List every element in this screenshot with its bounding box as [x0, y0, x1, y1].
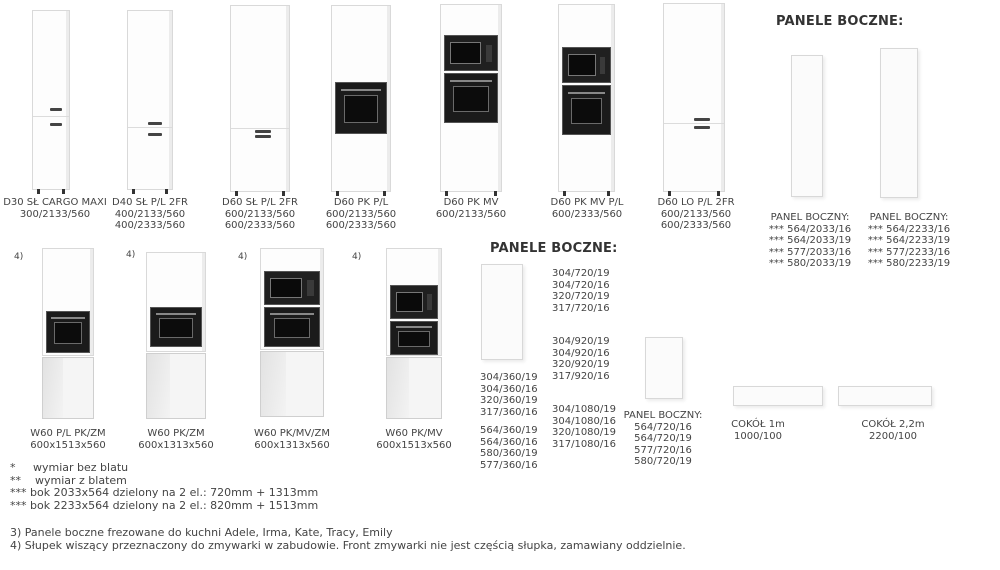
legend-line: *** bok 2233x564 dzielony na 2 el.: 820mm + 1513mm — [10, 498, 319, 512]
legend-line: ** wymiar z blatem — [10, 473, 127, 487]
footnotes — [10, 527, 686, 552]
plinth-label: COKÓŁ 2,2m 2200/100 — [861, 419, 925, 442]
dishwasher-base-image — [146, 353, 206, 419]
plinth-label: COKÓŁ 1m 1000/100 — [731, 419, 785, 442]
note-marker: 4) — [352, 252, 362, 262]
cabinet-label: D60 LO P/L 2FR 600/2133/560 600/2333/560 — [657, 197, 735, 231]
side-panel-image — [880, 48, 918, 198]
cabinet-label: D30 SŁ CARGO MAXI 300/2133/560 — [3, 197, 107, 220]
note-marker: 4) — [14, 252, 24, 262]
dishwasher-base-image — [42, 357, 94, 419]
side-panel-small-image — [645, 337, 683, 399]
cabinet-w60-pk-zm-image — [146, 252, 206, 352]
cabinet-label: D40 SŁ P/L 2FR 400/2133/560 400/2333/560 — [112, 197, 188, 231]
cabinet-label: W60 PK/MV/ZM 600x1313x560 — [253, 428, 331, 451]
plinth-1m-image — [733, 386, 823, 406]
cabinet-d60-pk-mv-pl-image — [558, 4, 615, 192]
footnote-3: 3) Panele boczne frezowane do kuchni Adele, Irma, Kate, Tracy, Emily — [10, 526, 393, 539]
panel-sizes-col1: 304/360/19 304/360/16 320/360/19 317/360/16 564/360/19 564/360/16 580/360/19 577/360/16 — [480, 372, 538, 471]
cabinet-d60-sl-image — [230, 5, 290, 192]
cabinet-d30-cargo-image — [32, 10, 70, 190]
side-panels-title-top: PANELE BOCZNE: — [776, 14, 904, 29]
footnote-4: 4) Słupek wiszący przeznaczony do zmywarki w zabudowie. Front zmywarki nie jest częścią słupka, zamawiany oddzielnie. — [10, 538, 686, 552]
cabinet-label: D60 PK P/L 600/2133/560 600/2333/560 — [325, 197, 397, 231]
dishwasher-base-image — [386, 357, 442, 419]
cabinet-label: W60 P/L PK/ZM 600x1513x560 — [30, 428, 106, 451]
cabinet-label: D60 SŁ P/L 2FR 600/2133/560 600/2333/560 — [222, 197, 298, 231]
legend-line: *** bok 2033x564 dzielony na 2 el.: 720mm + 1313mm — [10, 486, 319, 499]
side-panel-label: PANEL BOCZNY: 564/720/16 564/720/19 577/720/16 580/720/19 — [623, 410, 703, 467]
panel-sizes-col2c: 304/1080/19 304/1080/16 320/1080/19 317/1080/16 — [552, 404, 616, 450]
cabinet-d60-pk-image — [331, 5, 391, 192]
panel-sizes-col2a: 304/720/19 304/720/16 320/720/19 317/720/16 — [552, 268, 610, 314]
cabinet-d40-image — [127, 10, 173, 190]
cabinet-label: D60 PK MV P/L 600/2333/560 — [550, 197, 624, 220]
dishwasher-base-image — [260, 351, 324, 417]
side-panel-image — [481, 264, 523, 360]
side-panel-image — [791, 55, 823, 197]
legend — [10, 462, 318, 512]
cabinet-w60-pk-mv-image — [386, 248, 442, 356]
note-marker: 4) — [126, 250, 136, 260]
side-panel-label: PANEL BOCZNY: *** 564/2033/16 *** 564/2033/19 *** 577/2033/16 *** 580/2033/19 — [768, 212, 852, 269]
panel-sizes-col2b: 304/920/19 304/920/16 320/920/19 317/920/16 — [552, 336, 610, 382]
plinth-2m-image — [838, 386, 932, 406]
legend-line: * wymiar bez blatu — [10, 461, 129, 474]
cabinet-label: W60 PK/ZM 600x1313x560 — [138, 428, 214, 451]
cabinet-w60-pk-mv-zm-image — [260, 248, 324, 350]
cabinet-label: W60 PK/MV 600x1513x560 — [376, 428, 452, 451]
cabinet-label: D60 PK MV 600/2133/560 — [435, 197, 507, 220]
cabinet-d60-lo-image — [663, 3, 725, 192]
cabinet-w60-pl-pk-zm-image — [42, 248, 94, 356]
side-panel-label: PANEL BOCZNY: *** 564/2233/16 *** 564/2233/19 *** 577/2233/16 *** 580/2233/19 — [867, 212, 951, 269]
cabinet-d60-pk-mv-image — [440, 4, 502, 192]
note-marker: 4) — [238, 252, 248, 262]
side-panels-title-mid: PANELE BOCZNE: — [490, 241, 618, 256]
